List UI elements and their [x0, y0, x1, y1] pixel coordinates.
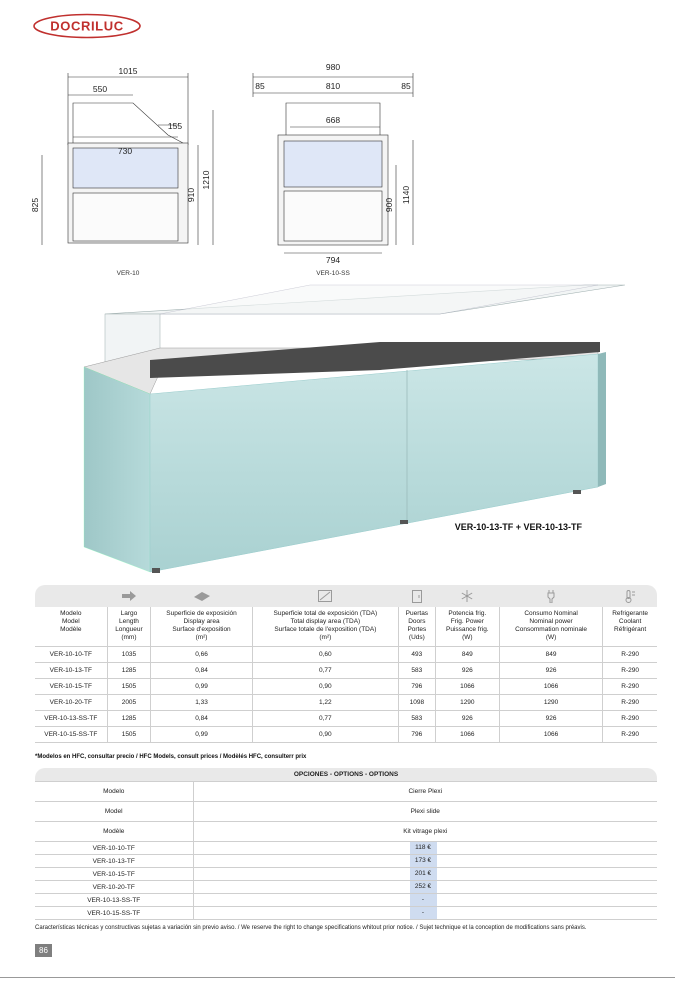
svg-text:668: 668 — [325, 115, 341, 125]
options-row — [35, 894, 657, 907]
table-row — [35, 695, 657, 711]
cell-frig-power: 1066 — [435, 679, 499, 695]
svg-text:1015: 1015 — [118, 66, 138, 76]
cell-length: 1285 — [107, 711, 151, 727]
cell-length: 1285 — [107, 663, 151, 679]
model-combination-caption: VER-10-13-TF + VER-10-13-TF — [454, 522, 582, 532]
cell-nominal-power: 849 — [499, 647, 602, 663]
cell-display-area: 0,99 — [151, 679, 252, 695]
table-row — [35, 711, 657, 727]
options-row — [35, 842, 657, 855]
options-header-option: Plexi slide — [193, 802, 657, 822]
header-length: Largo Length Longueur (mm) — [107, 607, 151, 647]
option-price: 173 € — [410, 855, 437, 867]
docriluc-logo — [32, 13, 142, 39]
option-price: - — [410, 894, 437, 906]
page-number: 86 — [35, 944, 52, 957]
svg-text:730: 730 — [117, 146, 133, 156]
svg-text:910: 910 — [186, 187, 196, 203]
cell-display-area: 1,33 — [151, 695, 252, 711]
options-row — [35, 881, 657, 894]
options-header-row — [35, 822, 657, 842]
options-header-model: Modelo — [35, 782, 193, 802]
svg-text:1140: 1140 — [401, 185, 411, 205]
header-nominal-power: Consumo Nominal Nominal power Consommation nominale (W) — [499, 607, 602, 647]
cell-length: 1035 — [107, 647, 151, 663]
cell-frig-power: 849 — [435, 647, 499, 663]
cell-display-area: 0,84 — [151, 663, 252, 679]
cell-nominal-power: 1066 — [499, 679, 602, 695]
cell-coolant: R-290 — [603, 663, 657, 679]
svg-text:900: 900 — [384, 197, 394, 213]
svg-text:810: 810 — [325, 81, 341, 91]
door-icon — [412, 590, 422, 603]
cell-coolant: R-290 — [603, 695, 657, 711]
cell-length: 2005 — [107, 695, 151, 711]
cell-tda: 0,77 — [252, 711, 398, 727]
svg-text:825: 825 — [30, 197, 40, 213]
cell-coolant: R-290 — [603, 711, 657, 727]
cell-coolant: R-290 — [603, 727, 657, 743]
options-header-row — [35, 782, 657, 802]
cell-tda: 0,90 — [252, 679, 398, 695]
cell-coolant: R-290 — [603, 647, 657, 663]
cell-nominal-power: 1290 — [499, 695, 602, 711]
cell-tda: 0,77 — [252, 663, 398, 679]
option-price: 201 € — [410, 868, 437, 880]
cell-doors: 1098 — [398, 695, 435, 711]
options-header-option: Cierre Plexi — [193, 782, 657, 802]
header-doors: Puertas Doors Portes (Uds) — [398, 607, 435, 647]
cell-doors: 493 — [398, 647, 435, 663]
cell-frig-power: 1066 — [435, 727, 499, 743]
svg-text:155: 155 — [167, 121, 183, 131]
cell-doors: 796 — [398, 679, 435, 695]
options-header-row — [35, 802, 657, 822]
table-row — [35, 647, 657, 663]
svg-text:980: 980 — [325, 62, 341, 72]
display-case-render — [50, 282, 630, 582]
cell-length: 1505 — [107, 727, 151, 743]
header-frig-power: Potencia frig. Frig. Power Puissance frig. (W) — [435, 607, 499, 647]
display-area-icon — [318, 590, 332, 602]
option-price: 252 € — [410, 881, 437, 893]
header-display-area: Superficie de exposición Display area Surface d'exposition (m²) — [151, 607, 252, 647]
header-coolant: Refrigerante Coolant Réfrigérant — [603, 607, 657, 647]
table-row — [35, 679, 657, 695]
cell-length: 1505 — [107, 679, 151, 695]
svg-text:VER-10-SS: VER-10-SS — [316, 270, 350, 277]
spec-table — [35, 585, 657, 743]
options-header-option: Kit vitrage plexi — [193, 822, 657, 842]
options-header-model: Modèle — [35, 822, 193, 842]
options-model: VER-10-13-TF — [35, 855, 193, 868]
options-model: VER-10-20-TF — [35, 881, 193, 894]
plug-icon — [547, 590, 555, 603]
options-title: OPCIONES - OPTIONS - OPTIONS — [35, 768, 657, 781]
option-price: - — [410, 907, 437, 919]
svg-text:1210: 1210 — [201, 170, 211, 190]
header-model: Modelo Model Modèle — [60, 610, 82, 633]
cell-model: VER-10-15-TF — [35, 679, 107, 695]
svg-text:550: 550 — [92, 84, 108, 94]
svg-text:85: 85 — [401, 81, 411, 91]
cell-model: VER-10-15-SS-TF — [35, 727, 107, 743]
thermometer-icon — [624, 590, 636, 603]
options-model: VER-10-15-TF — [35, 868, 193, 881]
table-row — [35, 663, 657, 679]
svg-text:85: 85 — [255, 81, 265, 91]
cell-model: VER-10-13-TF — [35, 663, 107, 679]
header-total-display-area: Superficie total de exposición (TDA) Total display area (TDA) Surface totale de l'exposition (TDA) (m²) — [252, 607, 398, 647]
cell-frig-power: 926 — [435, 711, 499, 727]
svg-text:794: 794 — [325, 255, 341, 265]
cell-model: VER-10-10-TF — [35, 647, 107, 663]
cell-frig-power: 926 — [435, 663, 499, 679]
cell-display-area: 0,66 — [151, 647, 252, 663]
cell-display-area: 0,84 — [151, 711, 252, 727]
disclaimer: Características técnicas y constructivas sujetas a variación sin previo aviso. / We reserve the right to change specifications whitout prior notice. / Sujet technique et la conception de modifications sans préavis. — [35, 925, 587, 931]
hfc-note: *Modelos en HFC, consultar precio / HFC Models, consult prices / Modèlés HFC, consulterr prix — [35, 754, 307, 760]
cell-tda: 0,90 — [252, 727, 398, 743]
cell-doors: 796 — [398, 727, 435, 743]
cell-model: VER-10-20-TF — [35, 695, 107, 711]
icon-cell-model — [35, 585, 107, 607]
options-row — [35, 855, 657, 868]
table-row — [35, 727, 657, 743]
options-model: VER-10-10-TF — [35, 842, 193, 855]
options-model: VER-10-15-SS-TF — [35, 907, 193, 920]
footer-divider — [0, 977, 675, 978]
cell-tda: 0,60 — [252, 647, 398, 663]
cell-nominal-power: 926 — [499, 663, 602, 679]
cell-coolant: R-290 — [603, 679, 657, 695]
options-row — [35, 868, 657, 881]
cell-nominal-power: 926 — [499, 711, 602, 727]
svg-text:DOCRILUC: DOCRILUC — [50, 18, 124, 34]
technical-drawings — [28, 55, 458, 285]
arrow-right-icon — [122, 591, 136, 601]
svg-text:VER-10: VER-10 — [116, 270, 140, 277]
options-model: VER-10-13-SS-TF — [35, 894, 193, 907]
options-header-model: Model — [35, 802, 193, 822]
cell-model: VER-10-13-SS-TF — [35, 711, 107, 727]
tray-icon — [194, 591, 210, 601]
cell-display-area: 0,99 — [151, 727, 252, 743]
snowflake-icon — [461, 590, 473, 602]
options-row — [35, 907, 657, 920]
cell-tda: 1,22 — [252, 695, 398, 711]
options-table — [35, 768, 657, 920]
option-price: 118 € — [410, 842, 437, 854]
cell-doors: 583 — [398, 663, 435, 679]
cell-frig-power: 1290 — [435, 695, 499, 711]
cell-doors: 583 — [398, 711, 435, 727]
cell-nominal-power: 1066 — [499, 727, 602, 743]
